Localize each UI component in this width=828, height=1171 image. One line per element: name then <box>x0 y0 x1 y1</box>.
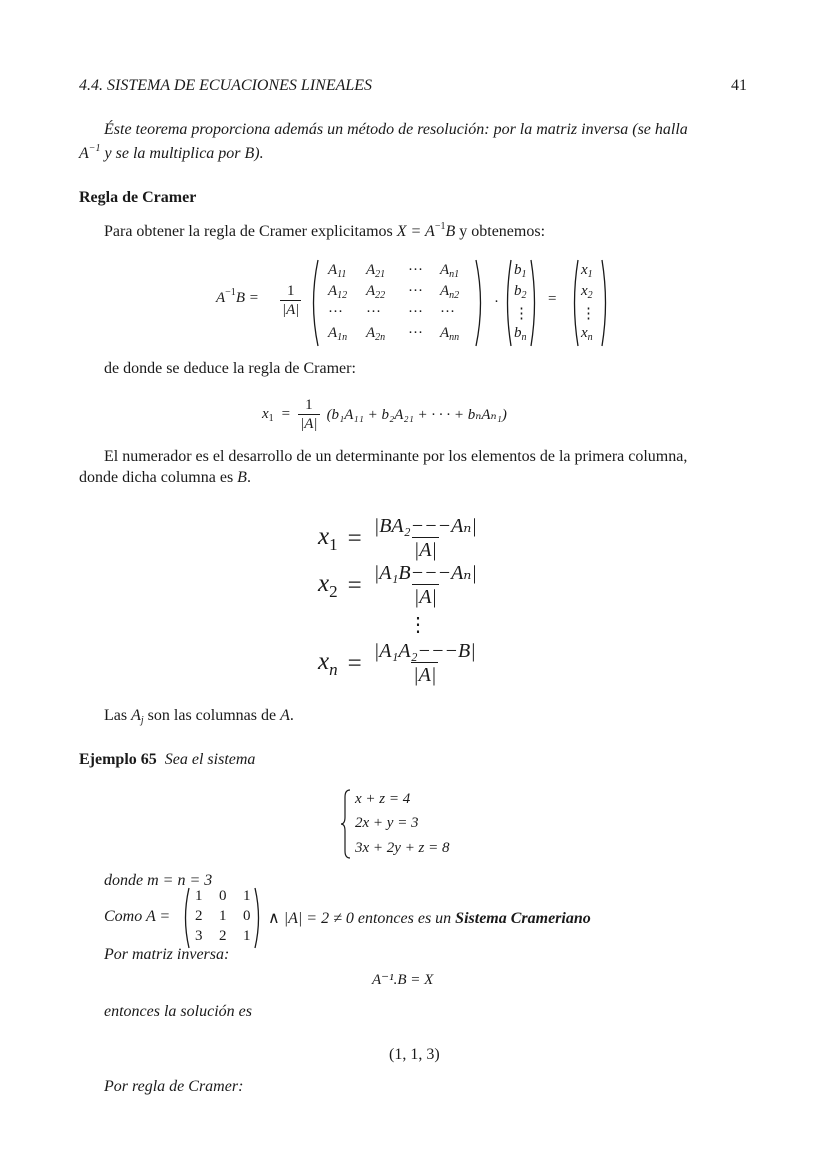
b-vector-entry: $b_n$ <box>514 325 527 343</box>
numerator-text-2: donde dicha columna es B. <box>79 469 251 486</box>
cramer-eq-x1: $x_1$ = $\frac{\text{|BA₂−−−Aₙ|}}{|A|}$ <box>318 515 477 561</box>
columns-note: Las $A_j$ son las columnas de A. <box>104 707 294 726</box>
solution-label: entonces la solución es <box>104 1003 252 1020</box>
left-paren <box>308 258 320 348</box>
intro-line-2: $A^{-1}$ y se la multiplica por B). <box>79 143 264 162</box>
example-matrix <box>181 887 263 949</box>
cramer-eq-x2: $x_2$ = $\frac{\text{|A₁B−−−Aₙ|}}{|A|}$ <box>318 562 477 608</box>
example-matrix-entry: 3 <box>195 928 203 944</box>
b-vector-entry: $b_1$ <box>514 262 527 280</box>
intro-line-1: Éste teorema proporciona además un método de resolución: por la matriz inversa (se halla <box>104 121 688 138</box>
cramer-explain: Para obtener la regla de Cramer explicitamos $X = A^{-1}B$ y obtenemos: <box>104 221 546 240</box>
matrix-entry: $A_{nn}$ <box>440 325 460 343</box>
system-eq-3: 3x + 2y + z = 8 <box>355 840 450 856</box>
eq2: $x_1$ = $\frac{1}{|A|}$ (b₁A₁₁ + b₂A₂₁ + · · · + bₙAₙ₁) <box>262 397 507 432</box>
system-eq-1: x + z = 4 <box>355 791 411 807</box>
right-paren <box>529 258 539 348</box>
x-vector-entry: ⋮ <box>581 306 596 322</box>
section-heading-cramer: Regla de Cramer <box>79 189 197 206</box>
matrix-entry: $A_{11}$ <box>328 262 347 280</box>
x-vector-entry: $x_n$ <box>581 325 593 343</box>
example-matrix-entry: 2 <box>195 908 203 924</box>
como-b: ∧ |A| = 2 ≠ 0 entonces es un Sistema Crameriano <box>268 910 591 927</box>
where-text: donde m = n = 3 <box>104 872 213 889</box>
right-paren <box>474 258 486 348</box>
example-matrix-entry: 1 <box>243 928 251 944</box>
matrix-entry: ··· <box>408 283 423 299</box>
deduce-text: de donde se deduce la regla de Cramer: <box>104 360 356 377</box>
example-matrix-entry: 2 <box>219 928 227 944</box>
matrix-entry: ··· <box>440 304 455 320</box>
right-paren <box>253 887 263 949</box>
cramer-eq-xn: $x_n$ = $\frac{\text{|A₁A₂−−−B|}}{|A|}$ <box>318 640 476 686</box>
x-vector-entry: $x_1$ <box>581 262 593 280</box>
eq1-fraction: $\frac{1}{|A|}$ <box>282 283 300 318</box>
matrix-entry: $A_{2n}$ <box>366 325 386 343</box>
matrix-entry: ··· <box>408 304 423 320</box>
inverse-label: Por matriz inversa: <box>104 946 230 963</box>
b-vector <box>503 258 539 348</box>
b-vector-entry: $b_2$ <box>514 283 527 301</box>
system-brace <box>340 789 352 859</box>
equals-sign: = <box>548 291 557 307</box>
example-matrix-entry: 1 <box>195 888 203 904</box>
matrix-entry: ··· <box>366 304 381 320</box>
matrix-entry: $A_{12}$ <box>328 283 348 301</box>
example-matrix-entry: 0 <box>219 888 227 904</box>
matrix-entry: ··· <box>408 262 423 278</box>
numerator-text-1: El numerador es el desarrollo de un determinante por los elementos de la primera columna, <box>104 448 688 465</box>
cramer-label: Por regla de Cramer: <box>104 1078 244 1095</box>
vdots: ⋮ <box>408 614 428 636</box>
b-vector-entry: ⋮ <box>514 306 529 322</box>
page-number: 41 <box>731 77 747 94</box>
x-vector-entry: $x_2$ <box>581 283 593 301</box>
left-paren <box>503 258 513 348</box>
como-a: Como A = <box>104 908 171 925</box>
system-eq-2: 2x + y = 3 <box>355 815 419 831</box>
example-matrix-entry: 0 <box>243 908 251 924</box>
running-header: 4.4. SISTEMA DE ECUACIONES LINEALES <box>79 77 373 94</box>
matrix-entry: $A_{21}$ <box>366 262 386 280</box>
example-heading: Ejemplo 65 Sea el sistema <box>79 751 256 768</box>
matrix-entry: $A_{n1}$ <box>440 262 460 280</box>
dot-operator: · <box>494 294 499 310</box>
solution-value: (1, 1, 3) <box>389 1046 440 1063</box>
example-matrix-entry: 1 <box>219 908 227 924</box>
matrix-entry: $A_{n2}$ <box>440 283 460 301</box>
matrix-entry: $A_{22}$ <box>366 283 386 301</box>
matrix-entry: ··· <box>328 304 343 320</box>
right-paren <box>600 258 610 348</box>
matrix-entry: $A_{1n}$ <box>328 325 348 343</box>
left-paren <box>181 887 191 949</box>
inverse-eq: A⁻¹.B = X <box>372 972 434 988</box>
matrix-entry: ··· <box>408 325 423 341</box>
left-paren <box>570 258 580 348</box>
example-matrix-entry: 1 <box>243 888 251 904</box>
coefficient-matrix <box>308 258 486 348</box>
eq1-lhs: $A^{-1}B$ = <box>216 287 259 306</box>
x-vector <box>570 258 610 348</box>
